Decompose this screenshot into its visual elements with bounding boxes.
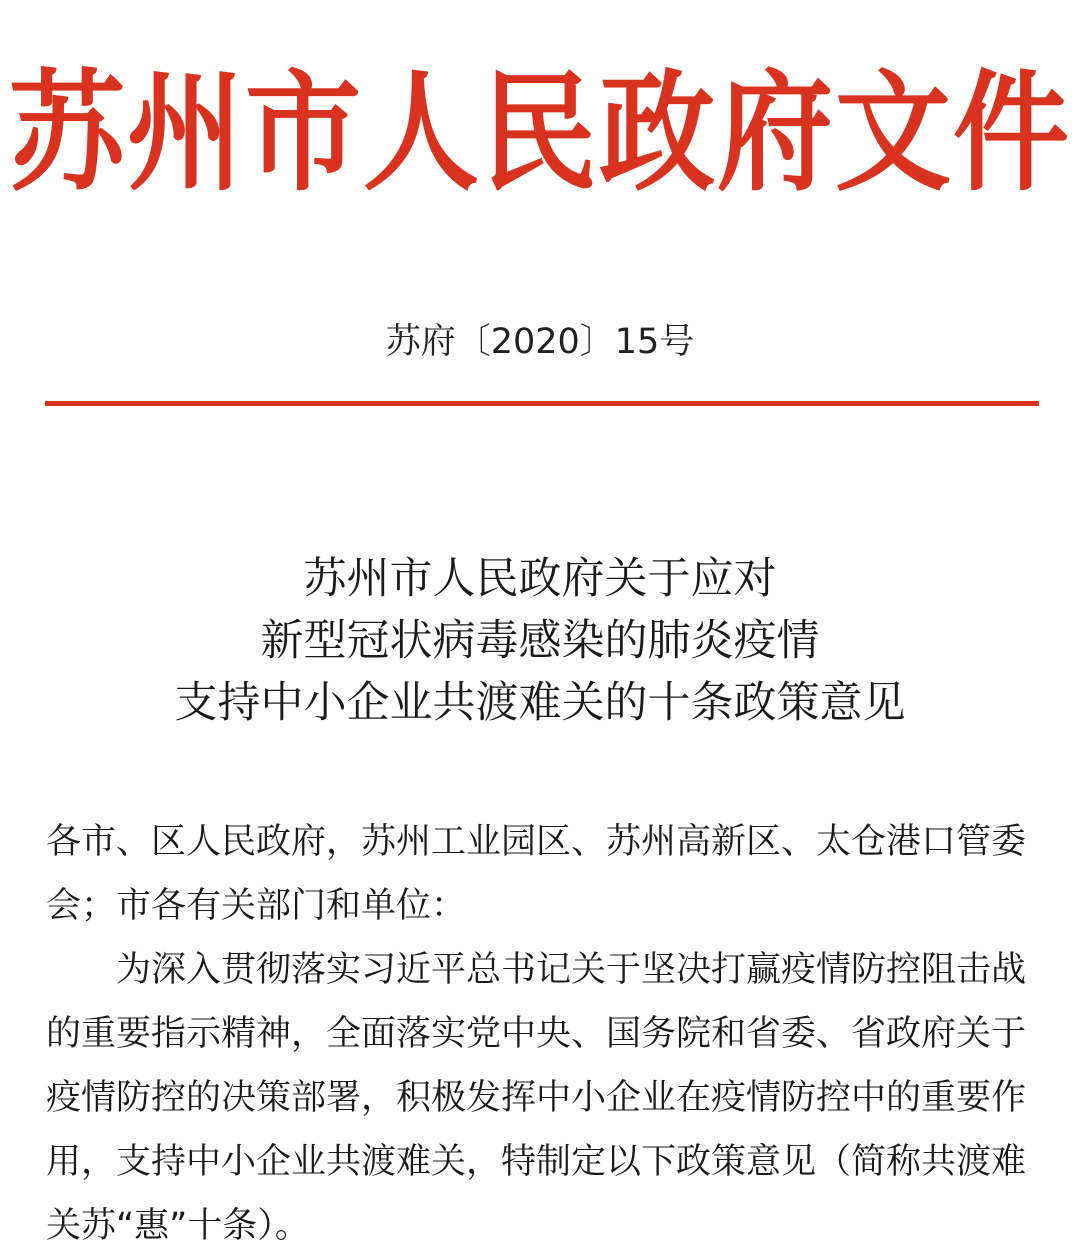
title-line: 苏州市人民政府关于应对 [303,554,777,604]
body-line-paragraph: 的重要指示精神，全面落实党中央、国务院和省委、省政府关于 [46,1014,1027,1054]
document-title [0,548,1080,734]
body-line-addressee: 各市、区人民政府，苏州工业园区、苏州高新区、太仓港口管委 [46,822,1027,862]
document-masthead: 苏州市人民政府文件 [9,57,1071,210]
red-divider-line [45,401,1039,406]
title-line: 新型冠状病毒感染的肺炎疫情 [260,616,820,666]
document-body [46,810,1040,1254]
body-line-paragraph: 关苏“惠”十条）。 [46,1206,310,1246]
title-line: 支持中小企业共渡难关的十条政策意见 [174,678,906,728]
body-line-addressee: 会；市各有关部门和单位： [46,886,467,926]
body-line-paragraph: 疫情防控的决策部署，积极发挥中小企业在疫情防控中的重要作 [46,1078,1027,1118]
body-line-paragraph: 用，支持中小企业共渡难关，特制定以下政策意见（简称共渡难 [46,1142,1027,1182]
body-line-paragraph: 为深入贯彻落实习近平总书记关于坚决打赢疫情防控阻击战 [116,950,1027,990]
document-number: 苏府〔2020〕15号 [385,322,695,362]
